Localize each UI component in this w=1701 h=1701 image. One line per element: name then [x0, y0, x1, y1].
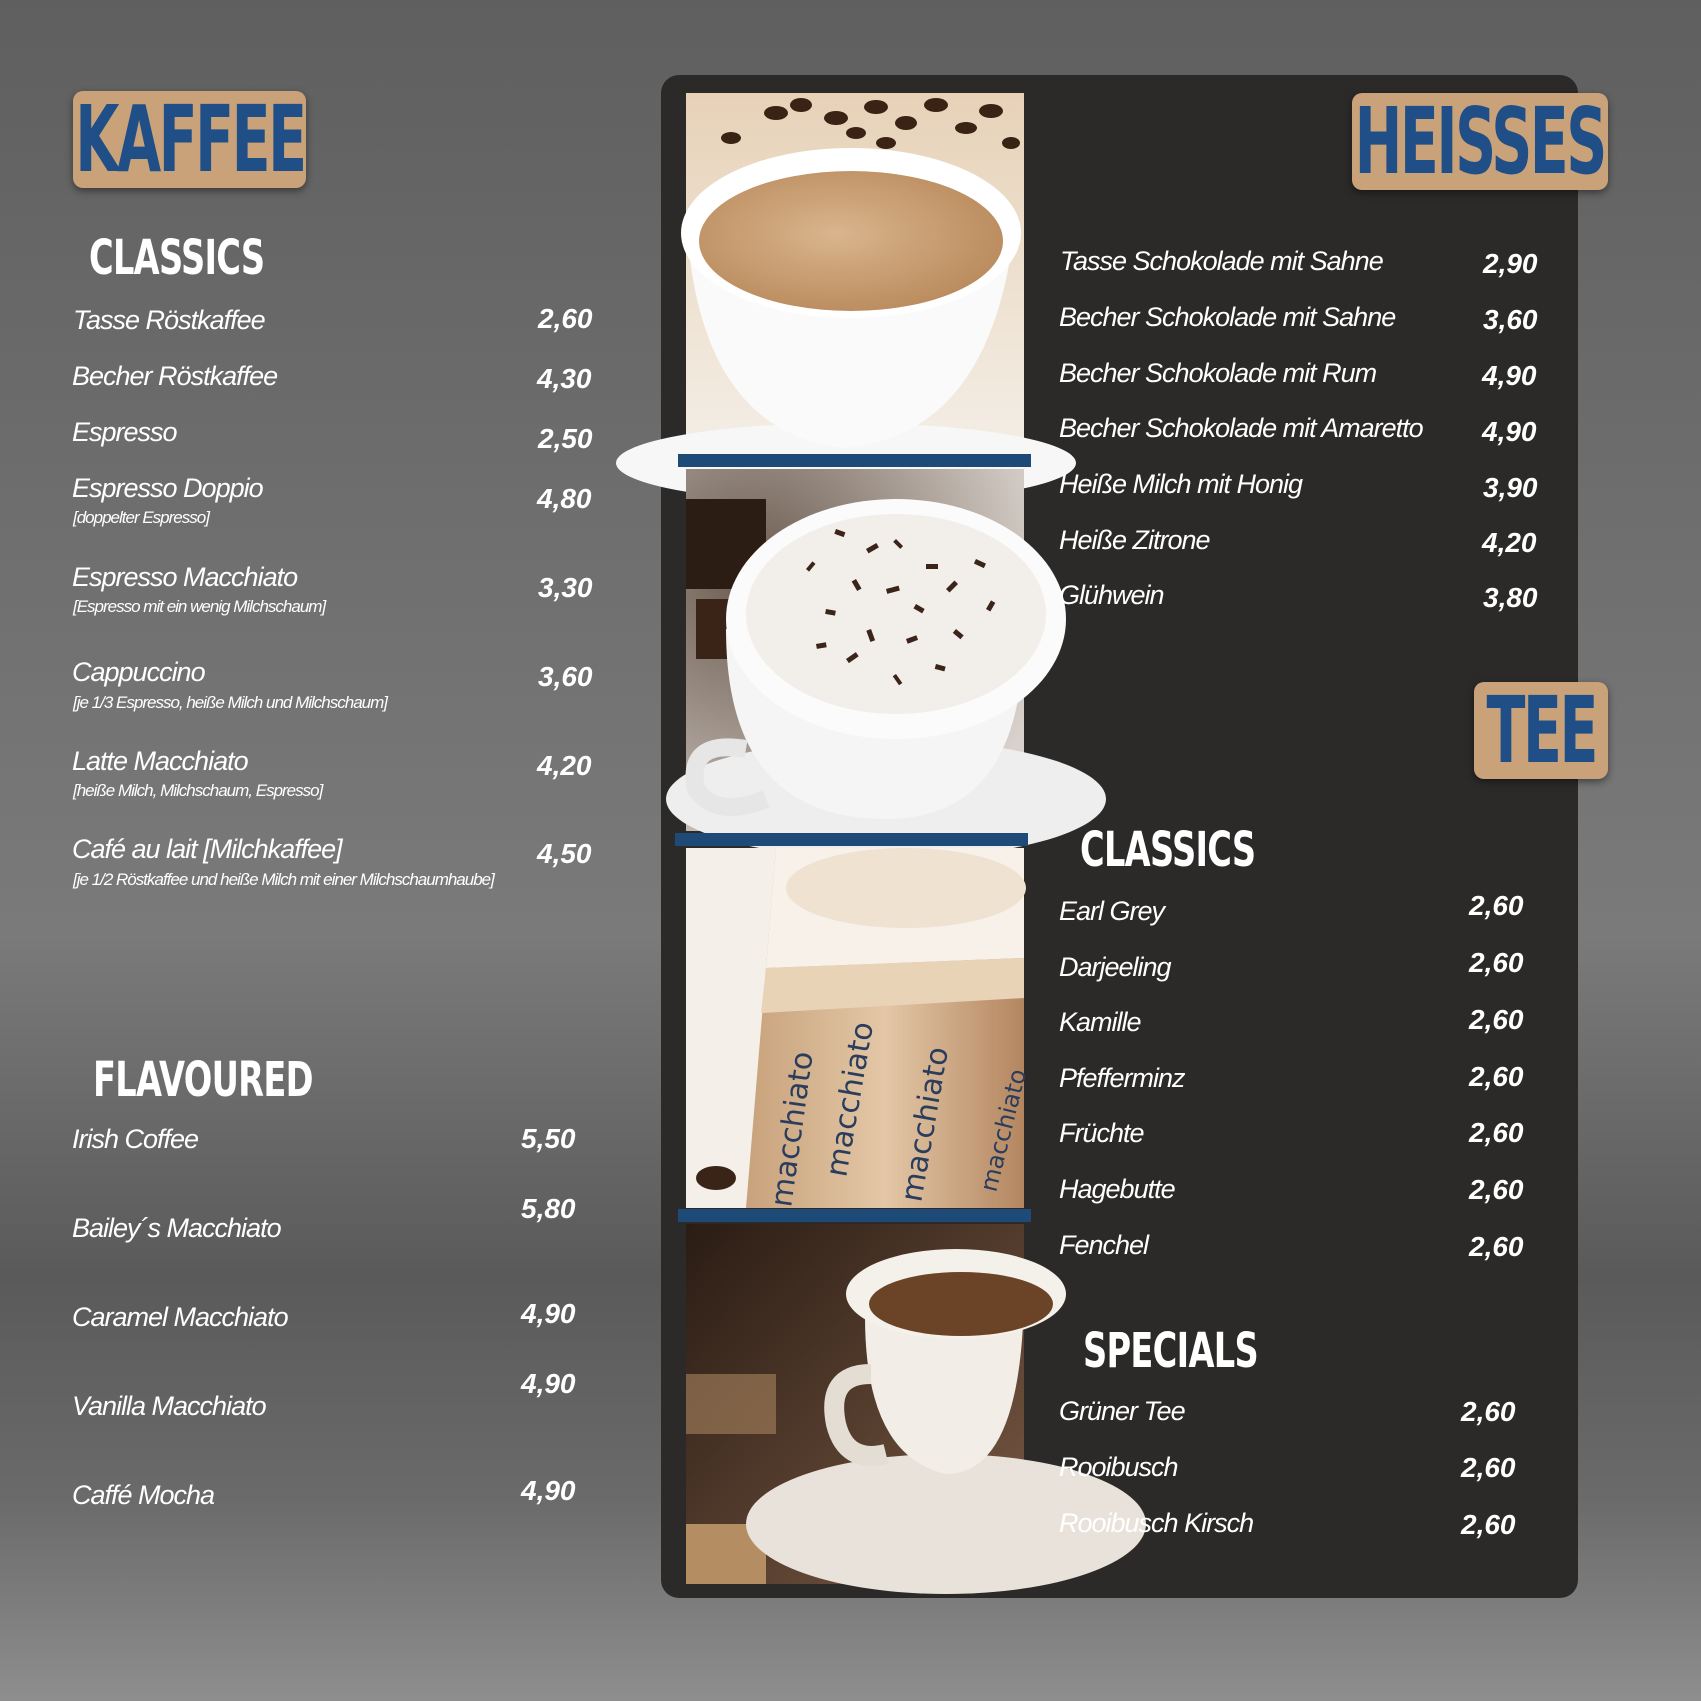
kaffee-classics-title: CLASSICS — [89, 230, 265, 286]
menu-item-price: 4,80 — [537, 483, 592, 514]
menu-item-price: 5,50 — [521, 1123, 576, 1154]
menu-item-name: Hagebutte — [1059, 1174, 1175, 1204]
menu-item-name: Becher Schokolade mit Sahne — [1059, 302, 1396, 332]
menu-item-price: 4,90 — [521, 1475, 576, 1506]
menu-item-name: Vanilla Macchiato — [72, 1391, 266, 1421]
menu-item-price: 2,60 — [1469, 1174, 1524, 1205]
menu-item-note: [je 1/3 Espresso, heiße Milch und Milchschaum] — [73, 693, 387, 712]
menu-item-name: Earl Grey — [1059, 896, 1165, 926]
menu-item-name: Pfefferminz — [1059, 1063, 1185, 1093]
menu-item-name: Tasse Schokolade mit Sahne — [1060, 246, 1383, 276]
menu-item-name: Glühwein — [1059, 580, 1164, 610]
menu-item-price: 2,60 — [1461, 1396, 1516, 1427]
latte-macchiato-photo — [686, 848, 1033, 1210]
menu-item-name: Cappuccino — [72, 657, 205, 687]
tee-badge — [1474, 676, 1608, 784]
menu-item-note: [heiße Milch, Milchschaum, Espresso] — [73, 781, 323, 800]
menu-item-price: 4,90 — [1482, 360, 1537, 391]
menu-item-price: 2,60 — [1469, 1004, 1524, 1035]
menu-item-name: Fenchel — [1059, 1230, 1149, 1260]
menu-item-price: 5,80 — [521, 1193, 576, 1224]
menu-item-name: Tasse Röstkaffee — [73, 305, 265, 335]
menu-item-note: [Espresso mit ein wenig Milchschaum] — [73, 597, 326, 616]
heisses-badge — [1352, 87, 1608, 195]
menu-item-price: 4,90 — [521, 1298, 576, 1329]
menu-item-name: Früchte — [1059, 1118, 1144, 1148]
menu-item-name: Espresso Macchiato — [72, 562, 298, 592]
menu-item-name: Rooibusch Kirsch — [1059, 1508, 1254, 1538]
menu-item-name: Caffé Mocha — [72, 1480, 215, 1510]
tee-badge-text: TEE — [1486, 676, 1596, 784]
menu-item-name: Heiße Milch mit Honig — [1059, 469, 1303, 499]
menu-item-price: 2,60 — [538, 303, 593, 334]
menu-item-price: 4,90 — [521, 1368, 576, 1399]
menu-item-price: 2,60 — [1469, 947, 1524, 978]
menu-item-price: 2,60 — [1469, 1117, 1524, 1148]
menu-item-price: 2,60 — [1461, 1452, 1516, 1483]
menu-item-name: Darjeeling — [1059, 952, 1171, 982]
menu-item-price: 3,60 — [1483, 304, 1538, 335]
photo-divider — [678, 1209, 1031, 1222]
kaffee-badge-text: KAFFEE — [74, 85, 305, 193]
glass-label: macchiato — [764, 1049, 821, 1210]
menu-item-price: 2,60 — [1469, 1061, 1524, 1092]
menu-item-price: 4,20 — [537, 750, 592, 781]
menu-item-name: Grüner Tee — [1059, 1396, 1185, 1426]
menu-item-price: 4,50 — [537, 838, 592, 869]
menu-item-name: Café au lait [Milchkaffee] — [72, 834, 342, 864]
menu-item-price: 4,30 — [537, 363, 592, 394]
menu-item-price: 2,60 — [1461, 1509, 1516, 1540]
tee-classics-title: CLASSICS — [1080, 822, 1256, 878]
menu-item-name: Kamille — [1059, 1007, 1141, 1037]
menu-item-name: Caramel Macchiato — [72, 1302, 288, 1332]
menu-item-name: Latte Macchiato — [72, 746, 248, 776]
menu-item-price: 4,90 — [1482, 416, 1537, 447]
kaffee-badge — [73, 85, 306, 193]
menu-item-price: 3,80 — [1483, 582, 1538, 613]
menu-item-price: 2,60 — [1469, 890, 1524, 921]
photo-divider — [675, 833, 1028, 846]
menu-item-note: [je 1/2 Röstkaffee und heiße Milch mit einer Milchschaumhaube] — [73, 870, 494, 889]
menu-item-price: 2,50 — [538, 423, 593, 454]
menu-item-name: Espresso — [72, 417, 177, 447]
photo-divider — [678, 454, 1031, 467]
menu-item-price: 3,60 — [538, 661, 593, 692]
glass-label: macchiato — [819, 1019, 882, 1180]
menu-item-name: Becher Schokolade mit Amaretto — [1059, 413, 1423, 443]
menu-item-name: Espresso Doppio — [72, 473, 263, 503]
menu-item-price: 3,30 — [538, 572, 593, 603]
coffee-cup-photo — [686, 93, 1024, 453]
menu-item-name: Rooibusch — [1059, 1452, 1178, 1482]
kaffee-flavoured-title: FLAVOURED — [93, 1052, 313, 1108]
coffee-saucer-photo — [686, 1224, 1024, 1584]
menu-item-name: Becher Röstkaffee — [72, 361, 278, 391]
menu-item-price: 2,90 — [1483, 248, 1538, 279]
menu-item-note: [doppelter Espresso] — [73, 508, 209, 527]
tee-specials-title: SPECIALS — [1083, 1323, 1258, 1379]
menu-item-price: 4,20 — [1482, 527, 1537, 558]
menu-item-name: Heiße Zitrone — [1059, 525, 1210, 555]
menu-item-price: 3,90 — [1483, 472, 1538, 503]
heisses-badge-text: HEISSES — [1354, 87, 1606, 195]
glass-label: macchiato — [974, 1066, 1033, 1195]
menu-item-name: Bailey´s Macchiato — [72, 1213, 281, 1243]
menu-item-name: Becher Schokolade mit Rum — [1059, 358, 1377, 388]
menu-item-price: 2,60 — [1469, 1231, 1524, 1262]
menu-item-name: Irish Coffee — [72, 1124, 199, 1154]
glass-label: macchiato — [894, 1044, 957, 1205]
hot-chocolate-photo — [686, 469, 1024, 831]
